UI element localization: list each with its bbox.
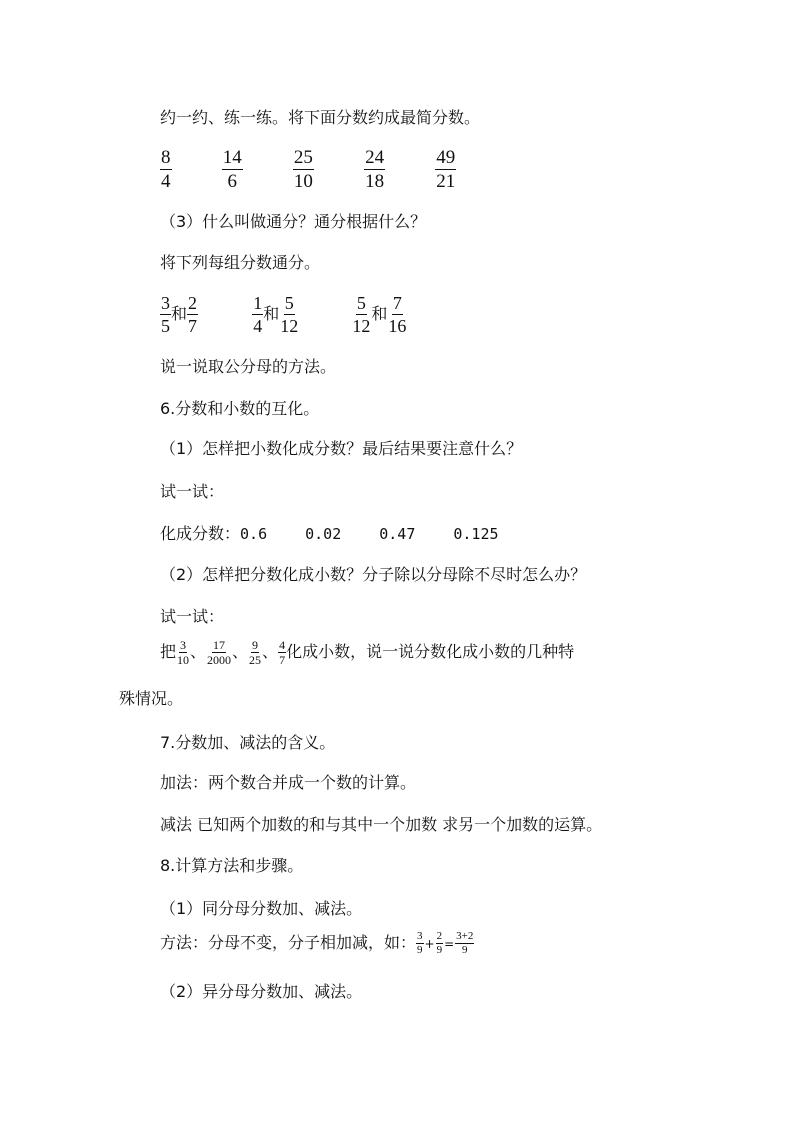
section-6-question-2: （2）怎样把分数化成小数？分子除以分母除不尽时怎么办？ xyxy=(160,565,587,584)
fraction-group xyxy=(351,293,407,336)
separator: 、 xyxy=(232,642,249,661)
convert-prefix: 把 xyxy=(160,642,177,661)
fraction: $\frac{2}{9}$ xyxy=(436,930,443,956)
fraction: $\frac{2}{7}$ xyxy=(188,293,198,336)
separator: 、 xyxy=(190,642,207,661)
section-8-title: 8.计算方法和步骤。 xyxy=(160,856,304,875)
and-word: 和 xyxy=(171,304,188,323)
question-3: （3）什么叫做通分？通分根据什么？ xyxy=(160,212,427,231)
fraction-group xyxy=(160,293,203,336)
fraction: $\frac{9}{25}$ xyxy=(249,638,262,667)
decimal-to-fraction-row xyxy=(160,524,499,544)
fraction: $\frac{5}{12}$ xyxy=(352,293,371,336)
try-it-label: 试一试： xyxy=(160,482,225,501)
fraction: $\frac{3}{10}$ xyxy=(177,638,190,667)
method-text: 方法：分母不变，分子相加减，如： xyxy=(160,933,417,952)
lcd-method-prompt: 说一说取公分母的方法。 xyxy=(160,357,337,376)
fraction-group xyxy=(252,293,304,336)
section-8-question-1: （1）同分母分数加、减法。 xyxy=(160,899,363,918)
decimal-value: 0.125 xyxy=(453,525,499,543)
fraction: $\frac{1}{4}$ xyxy=(253,293,263,336)
to-fraction-label: 化成分数： xyxy=(160,524,241,543)
fraction-to-decimal-row xyxy=(160,638,574,667)
common-denominator-intro: 将下列每组分数通分。 xyxy=(160,253,321,272)
section-6-title: 6.分数和小数的互化。 xyxy=(160,399,320,418)
equals-sign: = xyxy=(444,936,455,951)
fraction: $\frac{25}{10}$ xyxy=(293,147,313,192)
subtraction-definition: 减法 已知两个加数的和与其中一个加数 求另一个加数的运算。 xyxy=(160,815,603,834)
decimal-value: 0.02 xyxy=(305,525,342,543)
decimal-value: 0.6 xyxy=(240,525,268,543)
fraction: $\frac{7}{16}$ xyxy=(388,293,407,336)
decimal-value: 0.47 xyxy=(379,525,416,543)
section-6-question-1: （1）怎样把小数化成分数？最后结果要注意什么？ xyxy=(160,439,523,458)
fraction: $\frac{3}{5}$ xyxy=(161,293,170,336)
and-word: 和 xyxy=(371,304,388,323)
convert-suffix-continued: 殊情况。 xyxy=(119,689,184,708)
fraction: $\frac{14}{6}$ xyxy=(222,147,242,192)
and-word: 和 xyxy=(263,304,280,323)
try-it-label: 试一试： xyxy=(160,607,225,626)
fraction: $\frac{8}{4}$ xyxy=(161,147,171,192)
section-8-question-2: （2）异分母分数加、减法。 xyxy=(160,982,363,1001)
separator: 、 xyxy=(262,642,279,661)
addition-definition: 加法：两个数合并成一个数的计算。 xyxy=(160,773,417,792)
plus-sign: + xyxy=(424,936,435,951)
fraction: $\frac{17}{2000}$ xyxy=(207,638,232,667)
fraction: $\frac{24}{18}$ xyxy=(365,147,385,192)
fraction: $\frac{4}{7}$ xyxy=(279,638,286,667)
fraction: $\frac{3}{9}$ xyxy=(417,930,423,956)
method-row xyxy=(160,930,474,957)
convert-suffix: 化成小数，说一说分数化成小数的几种特 xyxy=(286,642,575,661)
fraction: $\frac{5}{12}$ xyxy=(280,293,299,336)
fraction: $\frac{3+2}{9}$ xyxy=(456,930,474,956)
section-7-title: 7.分数加、减法的含义。 xyxy=(160,733,336,752)
simplify-fraction-row xyxy=(160,146,456,193)
exercise-instruction: 约一约、练一练。将下面分数约成最简分数。 xyxy=(160,108,481,127)
common-denominator-row xyxy=(160,292,407,337)
fraction: $\frac{49}{21}$ xyxy=(436,147,456,192)
